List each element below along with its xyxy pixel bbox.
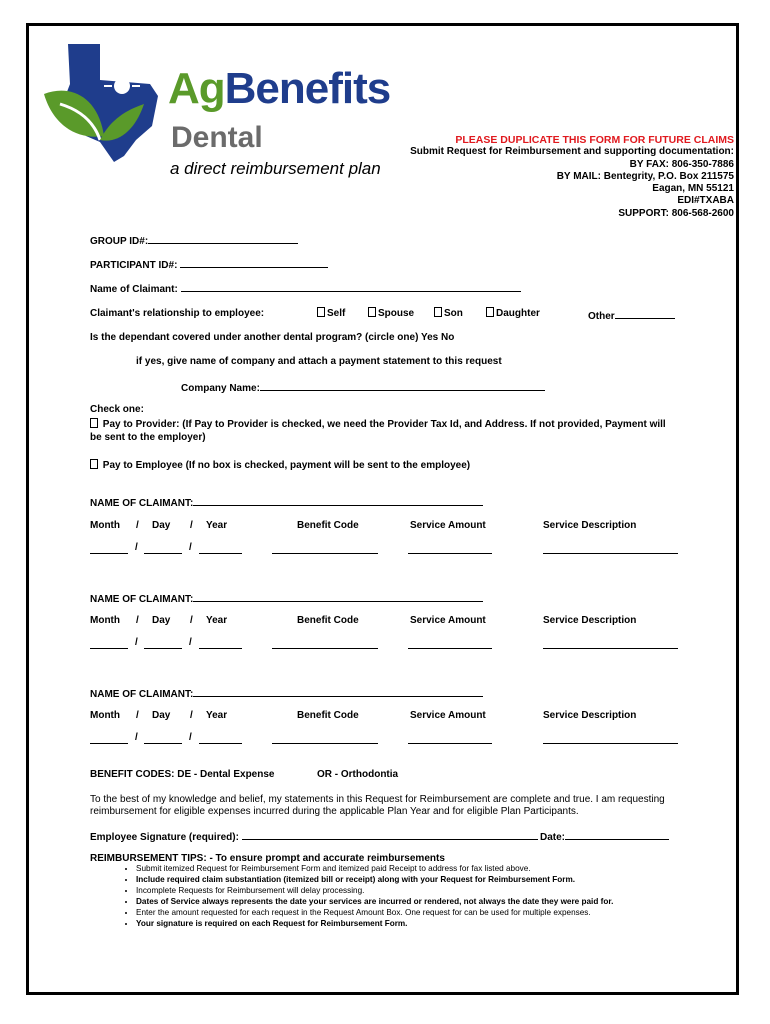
list-item: • Dates of Service always represents the date your services are incurred or rendered, not always the date they were paid for. <box>136 897 696 908</box>
day-input[interactable] <box>144 743 182 744</box>
list-item: • Enter the amount requested for each request in the Request Amount Box. One request for can be used for multiple expenses. <box>136 908 696 919</box>
benefit-code-input[interactable] <box>272 743 378 744</box>
fax-number: BY FAX: 806-350-7886 <box>629 158 734 170</box>
group-id-field[interactable]: GROUP ID#: <box>90 233 298 247</box>
slash: / <box>135 637 138 648</box>
certification-statement: To the best of my knowledge and belief, my statements in this Request for Reimbursement are complete and true. I am requesting reimbursement for eligible expenses incurred during the applicable Plan Year and for eligible Plan Participants. <box>90 794 665 817</box>
day-header: Day <box>152 520 171 531</box>
month-header: Month <box>90 615 120 626</box>
slash: / <box>190 615 193 626</box>
slash: / <box>136 710 139 721</box>
relationship-label: Claimant's relationship to employee: <box>90 308 265 319</box>
participant-id-field[interactable]: PARTICIPANT ID#: <box>90 257 328 271</box>
tagline: a direct reimbursement plan <box>170 159 381 178</box>
year-input[interactable] <box>199 743 242 744</box>
pay-to-provider-option[interactable]: Pay to Provider: (If Pay to Provider is checked, we need the Provider Tax Id, and Address. If not provided, Payment will be sent to the employer) <box>90 419 666 443</box>
service-description-header: Service Description <box>543 520 637 531</box>
claimant-2-name-field[interactable]: NAME OF CLAIMANT: <box>90 591 483 605</box>
claimant-name-field[interactable]: Name of Claimant: <box>90 281 521 295</box>
service-amount-input[interactable] <box>408 743 492 744</box>
support-number: SUPPORT: 806-568-2600 <box>618 207 734 219</box>
brand-wordmark: AgBenefits <box>168 64 391 113</box>
month-input[interactable] <box>90 553 128 554</box>
year-header: Year <box>206 710 228 721</box>
checkbox-icon <box>90 459 98 469</box>
slash: / <box>189 637 192 648</box>
relationship-son-checkbox[interactable]: Son <box>434 307 463 319</box>
checkbox-icon <box>368 307 376 317</box>
day-header: Day <box>152 615 171 626</box>
year-input[interactable] <box>199 553 242 554</box>
pay-to-employee-option[interactable]: Pay to Employee (If no box is checked, payment will be sent to the employee) <box>90 459 470 471</box>
claimant-3-name-field[interactable]: NAME OF CLAIMANT: <box>90 686 483 700</box>
service-amount-input[interactable] <box>408 553 492 554</box>
benefit-code-header: Benefit Code <box>297 710 359 721</box>
texas-leaf-logo-icon <box>40 40 170 165</box>
benefit-code-header: Benefit Code <box>297 615 359 626</box>
month-input[interactable] <box>90 743 128 744</box>
slash: / <box>189 732 192 743</box>
list-item: • Submit itemized Request for Reimbursement Form and itemized paid Receipt to address for fax listed above. <box>136 864 696 875</box>
list-item: • Include required claim substantiation (itemized bill or receipt) along with your Request for Reimbursement Form. <box>136 875 696 886</box>
service-description-header: Service Description <box>543 615 637 626</box>
checkbox-icon <box>434 307 442 317</box>
year-header: Year <box>206 615 228 626</box>
service-amount-header: Service Amount <box>410 520 486 531</box>
slash: / <box>135 542 138 553</box>
claimant-1-name-field[interactable]: NAME OF CLAIMANT: <box>90 495 483 509</box>
service-description-input[interactable] <box>543 743 678 744</box>
day-header: Day <box>152 710 171 721</box>
check-one-label: Check one: <box>90 404 144 415</box>
checkbox-icon <box>90 418 98 428</box>
service-amount-input[interactable] <box>408 648 492 649</box>
year-header: Year <box>206 520 228 531</box>
submit-line: Submit Request for Reimbursement and supporting documentation: <box>410 146 734 158</box>
reimbursement-tips-list <box>108 864 696 929</box>
employee-signature-field[interactable]: Employee Signature (required): <box>90 829 538 843</box>
month-header: Month <box>90 520 120 531</box>
slash: / <box>136 520 139 531</box>
relationship-spouse-checkbox[interactable]: Spouse <box>368 307 414 319</box>
mail-city: Eagan, MN 55121 <box>652 183 734 195</box>
month-header: Month <box>90 710 120 721</box>
mail-address: BY MAIL: Bentegrity, P.O. Box 211575 <box>556 170 734 182</box>
list-item: • Incomplete Requests for Reimbursement will delay processing. <box>136 886 696 897</box>
checkbox-icon <box>486 307 494 317</box>
service-description-input[interactable] <box>543 648 678 649</box>
benefit-code-input[interactable] <box>272 648 378 649</box>
day-input[interactable] <box>144 553 182 554</box>
relationship-other-field[interactable]: Other <box>588 308 675 322</box>
month-input[interactable] <box>90 648 128 649</box>
signature-date-field[interactable]: Date: <box>540 829 669 843</box>
benefit-codes-label: BENEFIT CODES: DE - Dental Expense <box>90 769 275 780</box>
product-name: Dental <box>171 121 263 154</box>
slash: / <box>190 710 193 721</box>
benefit-code-ortho: OR - Orthodontia <box>317 769 399 780</box>
year-input[interactable] <box>199 648 242 649</box>
relationship-daughter-checkbox[interactable]: Daughter <box>486 307 540 319</box>
relationship-self-checkbox[interactable]: Self <box>317 307 345 319</box>
duplicate-notice: PLEASE DUPLICATE THIS FORM FOR FUTURE CLAIMS <box>455 134 734 146</box>
slash: / <box>189 542 192 553</box>
slash: / <box>136 615 139 626</box>
benefit-code-header: Benefit Code <box>297 520 359 531</box>
slash: / <box>190 520 193 531</box>
list-item: • Your signature is required on each Request for Reimbursement Form. <box>136 919 696 930</box>
checkbox-icon <box>317 307 325 317</box>
company-name-field[interactable]: Company Name: <box>181 380 545 394</box>
service-description-header: Service Description <box>543 710 637 721</box>
reimbursement-tips-title: REIMBURSEMENT TIPS: - To ensure prompt and accurate reimbursements <box>90 853 445 864</box>
service-amount-header: Service Amount <box>410 710 486 721</box>
day-input[interactable] <box>144 648 182 649</box>
benefit-code-input[interactable] <box>272 553 378 554</box>
if-yes-instruction: if yes, give name of company and attach a payment statement to this request <box>136 356 502 367</box>
edi-number: EDI#TXABA <box>677 195 734 207</box>
submission-info <box>410 134 734 220</box>
service-description-input[interactable] <box>543 553 678 554</box>
service-amount-header: Service Amount <box>410 615 486 626</box>
other-dental-question: Is the dependant covered under another dental program? (circle one) Yes No <box>90 332 455 343</box>
slash: / <box>135 732 138 743</box>
